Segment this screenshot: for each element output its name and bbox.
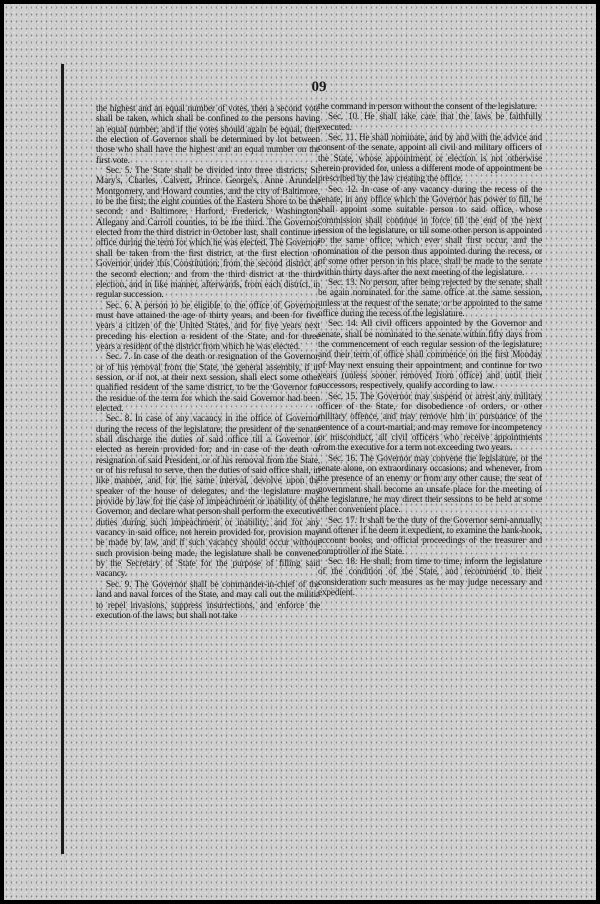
paragraph-section-5: Sec. 5. The State shall be divided into three districts; St. Mary's, Charles, Calvert, Prince George's, Anne Arundel, Montgomery, and Howard counties, and the city of Baltimore, to be the first; the eight counties of the Eastern Shore to be the second; and Baltimore, Harford, Frederick, Washington, Allegany and Carroll counties, to be the third. The Governor, elected from the third district in October last, shall continue in office during the term for which he was elected. The Governor shall be taken from the first district, at the first election of Governor under this Constitution; from the second district at the second election; and from the third district at the third election, and in like manner, afterwards, from each district, in regular succession. [96, 166, 320, 301]
paragraph-section-18: Sec. 18. He shall, from time to time, inform the legislature of the condition of the State, and recommend to their consideration such measures as he may judge necessary and expedient. [318, 557, 542, 599]
paragraph-section-10: Sec. 10. He shall take care that the laws be faithfully executed. [318, 112, 542, 133]
binding-margin-rule [61, 64, 64, 854]
paragraph-section-16: Sec. 16. The Governor may convene the legislature, or the senate alone, on extraordinary occasions; and whenever, from the presence of an enemy or from any other cause, the seat of government shall become an unsafe place for the meeting of the legislature, he may direct their sessions to be held at some other convenient place. [318, 453, 542, 516]
paragraph-section-15: Sec. 15. The Governor may suspend or arrest any military officer of the State, for disobedience of orders, or other military offence, and may remove him in pursuance of the sentence of a court-martial; and may remove for incompetency or misconduct, all civil officers who receive appointments from the executive for a term not exceeding two years. [318, 391, 542, 454]
paragraph-section-13: Sec. 13. No person, after being rejected by the senate, shall be again nominated for the same office at the same session, unless at the request of the senate; or be appointed to the same office during the recess of the legislature. [318, 277, 542, 319]
scanned-document-page [4, 4, 596, 900]
paragraph-section-11: Sec. 11. He shall nominate, and by and with the advice and consent of the senate, appoint all civil and military officers of the State, whose appointment or election is not otherwise herein provided for, unless a different mode of appointment be prescribed by the law creating the office. [318, 133, 542, 185]
paragraph-continuation: the command in person without the consent of the legislature. [318, 102, 537, 112]
paragraph-section-17: Sec. 17. It shall be the duty of the Governor semi-annually, and oftener if he deem it expedient, to examine the bank-book, account books, and official proceedings of the treasurer and comptroller of the State. [318, 515, 542, 557]
paragraph-section-8: Sec. 8. In case of any vacancy in the office of Governor during the recess of the legislature, the president of the senate shall discharge the duties of said office till a Governor is elected as herein provided for; and in case of the death or resignation of said President, or of his removal from the State, or of his refusal to serve, then the duties of said office shall, in like manner, and for the same interval, devolve upon the speaker of the house of delegates, and the legislature may provide by law for the case of impeachment or inability of the Governor, and declare what person shall perform the executive duties during such impeachment or inability; and for any vacancy in said office, not herein provided for, provision may be made by law, and if such vacancy should occur without such provision being made, the legislature shall be convened by the Secretary of State for the purpose of filling said vacancy. [96, 414, 320, 580]
page-number: 09 [311, 79, 327, 95]
paragraph-section-12: Sec. 12. In case of any vacancy during the recess of the senate, in any office which the Governor has power to fill, he shall appoint some suitable person to said office, whose commission shall continue in force till the end of the next session of the legislature, or till some other person is appointed to the same office, which ever shall first occur, and the nomination of the person thus appointed during the recess, or of some other person in his place, shall be made to the senate within thirty days after the next meeting of the legislature. [318, 184, 542, 278]
paragraph-section-7: Sec. 7. In case of the death or resignation of the Governor, or of his removal from the State, the general assembly, if in session, or if not, at their next session, shall elect some other qualified resident of the same district, to be the Governor for the residue of the term for which the said Governor had been elected. [96, 352, 320, 414]
paragraph-continuation: the highest and an equal number of votes, then a second vote shall be taken, which shall be confined to the persons having an equal number; and if the votes should again be equal, then the election of Governor shall be determined by lot between those who shall have the highest and an equal number on the first vote. [96, 104, 320, 166]
left-text-column [96, 104, 320, 824]
paragraph-section-9: Sec. 9. The Governor shall be commander-in-chief of the land and naval forces of the State, and may call out the militia to repel invasions, suppress insurrections, and enforce the execution of the laws; but shall not take [96, 579, 320, 621]
right-text-column [318, 102, 542, 822]
paragraph-section-14: Sec. 14. All civil officers appointed by the Governor and senate, shall be nominated to the senate within fifty days from the commencement of each regular session of the legislature; and their term of office shall commence on the first Monday of May next ensuing their appointment, and continue for two years (unless sooner removed from office) and until their successors, respectively, qualify according to law. [318, 319, 542, 392]
paragraph-section-6: Sec. 6. A person to be eligible to the office of Governor, must have attained the age of thirty years, and been for five years a citizen of the United States, and for five years next preceding his election a resident of the State, and for three years a resident of the district from which he was elected. [96, 300, 320, 352]
